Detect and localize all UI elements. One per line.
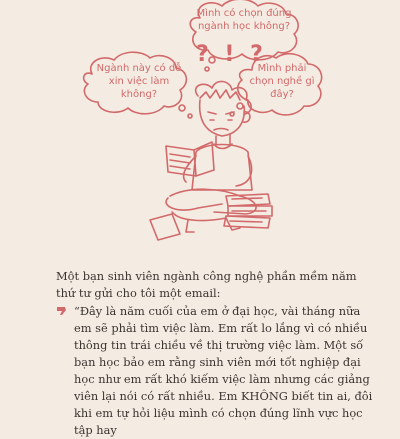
question-exclamation-marks: ? ! ? (196, 42, 267, 67)
thought-bubble-top-text: Mình có chọn đúng ngành học không? (196, 8, 292, 32)
thought-bubble-left-text: Ngành này có dễ xin việc làm không? (96, 63, 182, 100)
quote-mark-icon (56, 305, 68, 317)
thought-bubble-right-text: Mình phải chọn nghề gì đây? (249, 63, 315, 100)
email-quote: “Đây là năm cuối của em ở đại học, vài tháng nữa em sẽ phải tìm việc làm. Em rất lo lắng vì có nhiều thông tin trái chiều về thị trường việc làm. Một số bạn học bảo em rằng sinh viên mới tốt nghiệp đại học như em rất khó kiếm việc làm nhưng các giảng viên lại nói có rất nhiều. Em KHÔNG biết tin ai, đôi khi em tự hỏi liệu mình có chọn đúng lĩnh vực học tập hay (74, 304, 373, 437)
book-stack-icon (224, 194, 272, 228)
intro-paragraph: Một bạn sinh viên ngành công nghệ phần mềm năm thứ tư gửi cho tôi một email: (56, 269, 357, 300)
